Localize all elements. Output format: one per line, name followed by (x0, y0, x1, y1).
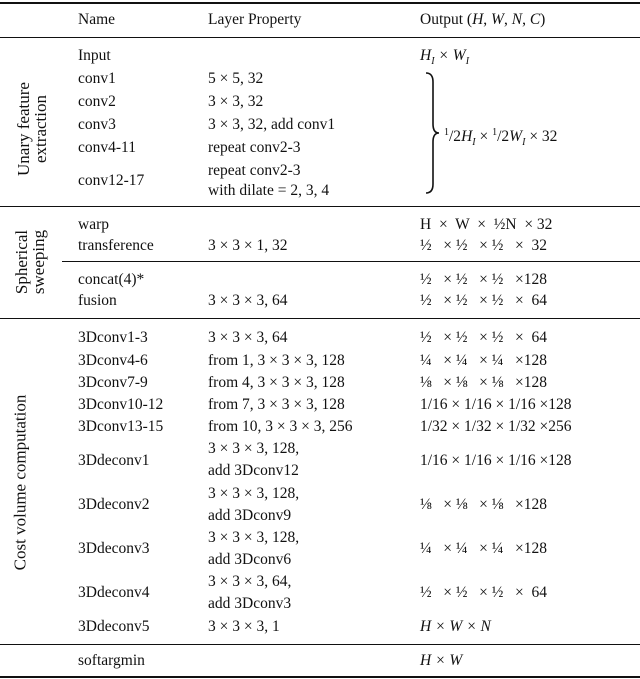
bottom-rule (0, 676, 640, 678)
row-output: 1/16 × 1/16 × 1/16 ×128 (420, 396, 572, 413)
row-property: from 4, 3 × 3 × 3, 128 (208, 374, 345, 391)
row-property: from 10, 3 × 3 × 3, 256 (208, 418, 353, 435)
row-name: conv12-17 (78, 172, 145, 189)
row-output: ¼ × ¼ × ¼ ×128 (420, 352, 547, 369)
row-name: warp (78, 216, 109, 233)
row-name: conv2 (78, 93, 116, 110)
section-rule (0, 206, 640, 207)
row-name: 3Ddeconv4 (78, 584, 150, 601)
row-name: 3Ddeconv2 (78, 496, 150, 513)
header-rule (0, 37, 640, 38)
row-output: ⅛ × ⅛ × ⅛ ×128 (420, 374, 547, 391)
row-name: 3Ddeconv1 (78, 452, 150, 469)
row-name: 3Dconv10-12 (78, 396, 164, 413)
row-name: concat(4)* (78, 271, 145, 288)
row-output: ½ × ½ × ½ × 64 (420, 292, 547, 309)
row-property: add 3Dconv6 (208, 551, 292, 568)
row-name: 3Dconv4-6 (78, 352, 148, 369)
section-rule (0, 644, 640, 645)
header-output: Output (H, W, N, C) (420, 11, 546, 28)
row-property: 3 × 3 × 3, 64 (208, 329, 288, 346)
section-rule (0, 318, 640, 319)
group-label-cost: Cost volume computation (10, 394, 30, 571)
row-name: 3Ddeconv5 (78, 618, 150, 635)
brace-output: $^1/2H_I \times ^1/2W_I \times 32$ (444, 127, 558, 149)
row-property: 3 × 3 × 3, 128, (208, 485, 300, 502)
row-output: ¼ × ¼ × ¼ ×128 (420, 540, 547, 557)
row-property: add 3Dconv12 (208, 462, 299, 479)
row-name: 3Ddeconv3 (78, 540, 150, 557)
row-name: conv1 (78, 70, 116, 87)
top-rule (0, 2, 640, 4)
row-output: H × W × N (420, 618, 491, 635)
row-property: add 3Dconv3 (208, 595, 292, 612)
row-property: 3 × 3 × 3, 64, (208, 573, 292, 590)
row-name: transference (78, 237, 154, 254)
group-label-unary: Unary feature extraction (14, 82, 50, 176)
row-output: $H_I \times W_I$ (420, 47, 470, 68)
row-property: 3 × 3 × 3, 128, (208, 440, 300, 457)
header-layer-property: Layer Property (208, 11, 302, 28)
row-property: add 3Dconv9 (208, 507, 292, 524)
row-output: ½ × ½ × ½ × 32 (420, 237, 547, 254)
row-property: 3 × 3 × 3, 128, (208, 529, 300, 546)
brace-icon (424, 72, 440, 194)
row-output: ½ × ½ × ½ × 64 (420, 584, 547, 601)
row-property: 3 × 3 × 3, 1 (208, 618, 280, 635)
row-property: 3 × 3, 32 (208, 93, 264, 110)
row-output: ½ × ½ × ½ ×128 (420, 271, 547, 288)
row-output: H × W (420, 652, 463, 669)
row-name: conv3 (78, 116, 116, 133)
row-property: repeat conv2-3 (208, 162, 301, 179)
row-property: 5 × 5, 32 (208, 70, 264, 87)
row-output: ⅛ × ⅛ × ⅛ ×128 (420, 496, 547, 513)
row-output: 1/16 × 1/16 × 1/16 ×128 (420, 452, 572, 469)
header-name: Name (78, 11, 116, 28)
row-output: H × W × ½N × 32 (420, 216, 553, 233)
row-property: repeat conv2-3 (208, 139, 301, 156)
row-name: 3Dconv1-3 (78, 329, 148, 346)
row-property: from 1, 3 × 3 × 3, 128 (208, 352, 345, 369)
row-output: ½ × ½ × ½ × 64 (420, 329, 547, 346)
row-property: with dilate = 2, 3, 4 (208, 182, 330, 199)
row-name: 3Dconv13-15 (78, 418, 164, 435)
row-property: from 7, 3 × 3 × 3, 128 (208, 396, 345, 413)
row-property: 3 × 3, 32, add conv1 (208, 116, 336, 133)
row-name: Input (78, 47, 111, 64)
row-name: softargmin (78, 652, 145, 669)
row-output: 1/32 × 1/32 × 1/32 ×256 (420, 418, 572, 435)
group-label-spherical: Spherical sweeping (12, 229, 48, 295)
row-name: conv4-11 (78, 139, 136, 156)
row-property: 3 × 3 × 1, 32 (208, 237, 288, 254)
subsection-rule (62, 261, 640, 262)
row-name: fusion (78, 292, 117, 309)
row-name: 3Dconv7-9 (78, 374, 148, 391)
row-property: 3 × 3 × 3, 64 (208, 292, 288, 309)
